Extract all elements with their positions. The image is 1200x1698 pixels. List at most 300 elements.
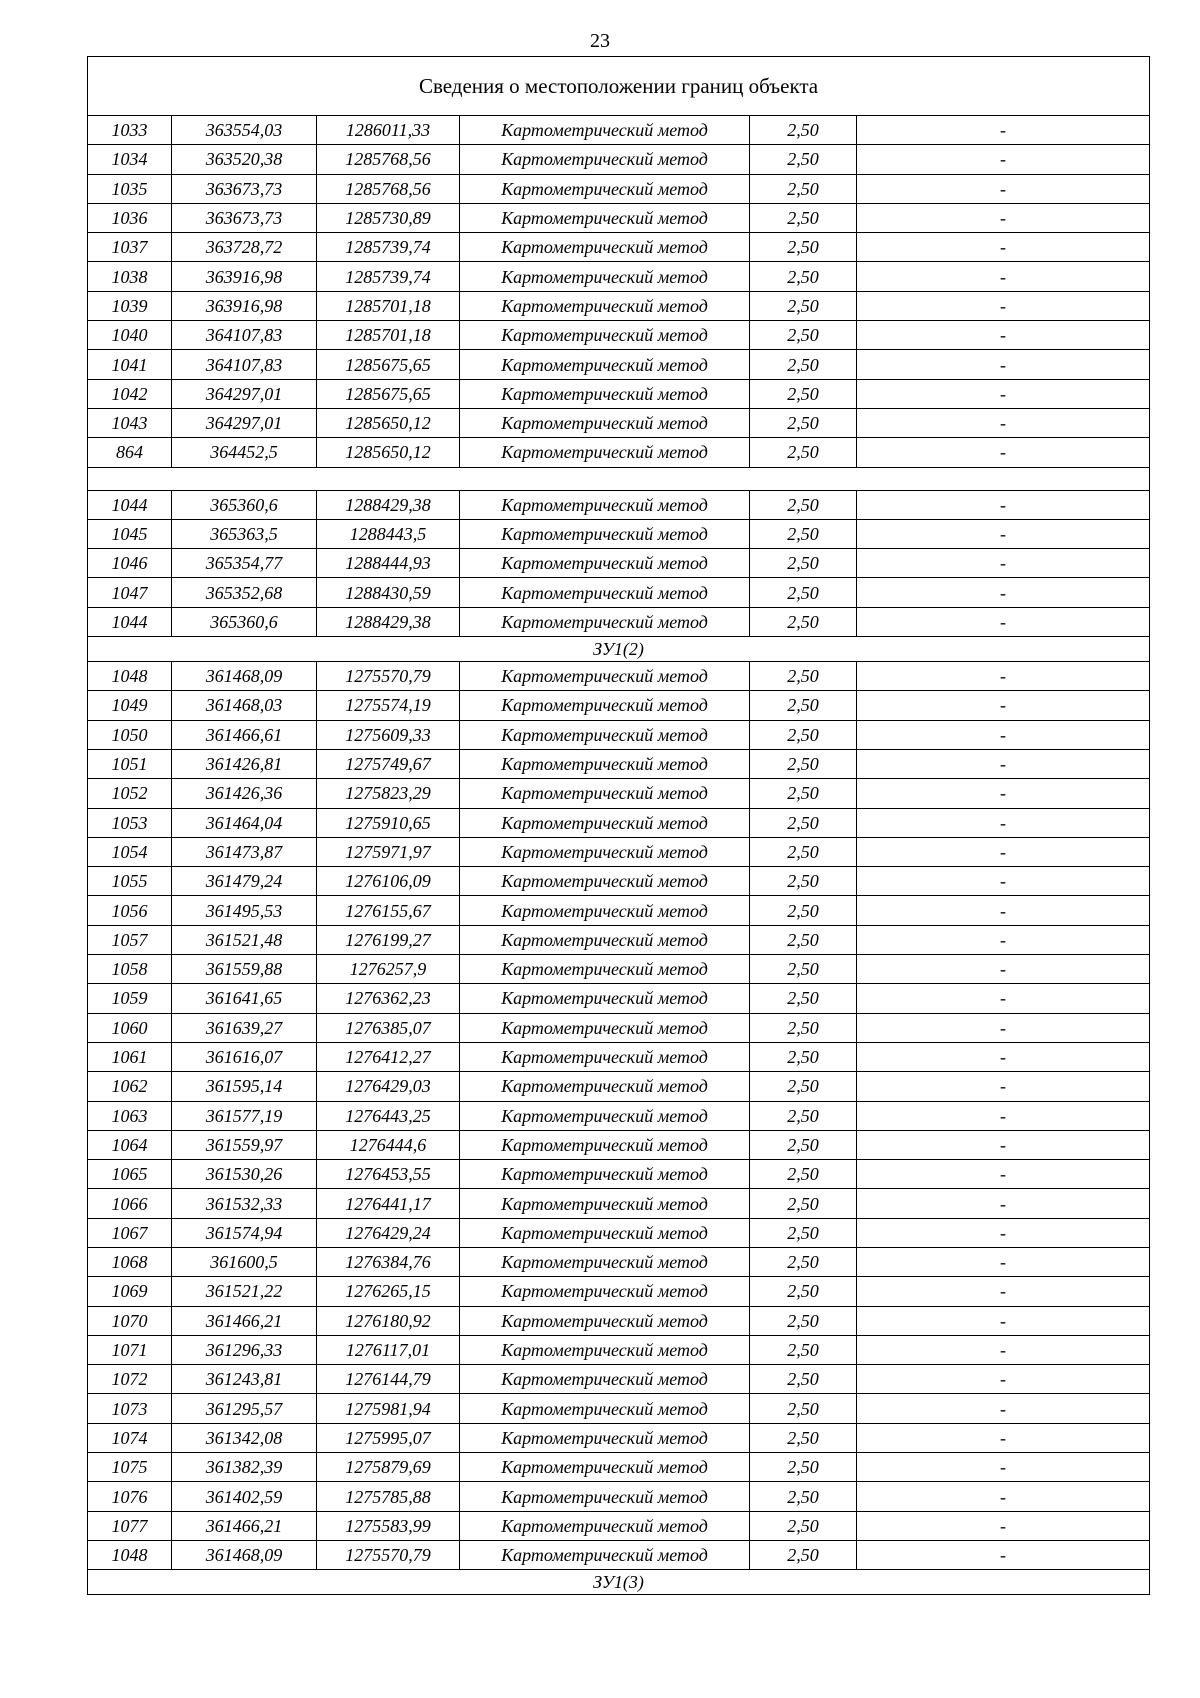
y-coordinate-cell: 1275570,79: [317, 1540, 460, 1569]
y-coordinate-cell: 1275583,99: [317, 1511, 460, 1540]
table-row: [88, 578, 1150, 607]
accuracy-cell: 2,50: [750, 662, 857, 691]
description-cell: -: [857, 691, 1150, 720]
point-number-cell: 1056: [88, 896, 172, 925]
determination-method-cell: Картометрический метод: [460, 549, 750, 578]
accuracy-cell: 2,50: [750, 321, 857, 350]
x-coordinate-cell: 361382,39: [172, 1453, 317, 1482]
y-coordinate-cell: 1275609,33: [317, 720, 460, 749]
accuracy-cell: 2,50: [750, 379, 857, 408]
point-number-cell: 1065: [88, 1160, 172, 1189]
y-coordinate-cell: 1285650,12: [317, 408, 460, 437]
accuracy-cell: 2,50: [750, 174, 857, 203]
determination-method-cell: Картометрический метод: [460, 1540, 750, 1569]
determination-method-cell: Картометрический метод: [460, 1218, 750, 1247]
point-number-cell: 1054: [88, 837, 172, 866]
y-coordinate-cell: 1285701,18: [317, 291, 460, 320]
y-coordinate-cell: 1276106,09: [317, 867, 460, 896]
table-row: [88, 291, 1150, 320]
determination-method-cell: Картометрический метод: [460, 1013, 750, 1042]
x-coordinate-cell: 365352,68: [172, 578, 317, 607]
point-number-cell: 1075: [88, 1453, 172, 1482]
x-coordinate-cell: 363520,38: [172, 145, 317, 174]
table-row: [88, 1013, 1150, 1042]
point-number-cell: 1039: [88, 291, 172, 320]
x-coordinate-cell: 361426,81: [172, 749, 317, 778]
y-coordinate-cell: 1288429,38: [317, 607, 460, 636]
table-row: [88, 1511, 1150, 1540]
description-cell: -: [857, 984, 1150, 1013]
x-coordinate-cell: 361521,22: [172, 1277, 317, 1306]
accuracy-cell: 2,50: [750, 233, 857, 262]
y-coordinate-cell: 1285739,74: [317, 233, 460, 262]
accuracy-cell: 2,50: [750, 1189, 857, 1218]
point-number-cell: 1069: [88, 1277, 172, 1306]
point-number-cell: 1042: [88, 379, 172, 408]
table-row: [88, 1423, 1150, 1452]
determination-method-cell: Картометрический метод: [460, 262, 750, 291]
point-number-cell: 1034: [88, 145, 172, 174]
determination-method-cell: Картометрический метод: [460, 1482, 750, 1511]
point-number-cell: 864: [88, 438, 172, 467]
determination-method-cell: Картометрический метод: [460, 925, 750, 954]
description-cell: -: [857, 1423, 1150, 1452]
x-coordinate-cell: 365360,6: [172, 607, 317, 636]
description-cell: -: [857, 438, 1150, 467]
y-coordinate-cell: 1276429,03: [317, 1072, 460, 1101]
table-row: [88, 1335, 1150, 1364]
point-number-cell: 1070: [88, 1306, 172, 1335]
boundary-coordinates-table: [87, 56, 1150, 1595]
x-coordinate-cell: 361342,08: [172, 1423, 317, 1452]
determination-method-cell: Картометрический метод: [460, 490, 750, 519]
section-label: ЗУ1(2): [88, 637, 1150, 662]
y-coordinate-cell: 1276265,15: [317, 1277, 460, 1306]
description-cell: -: [857, 350, 1150, 379]
determination-method-cell: Картометрический метод: [460, 291, 750, 320]
point-number-cell: 1058: [88, 955, 172, 984]
description-cell: -: [857, 1306, 1150, 1335]
x-coordinate-cell: 361559,97: [172, 1130, 317, 1159]
determination-method-cell: Картометрический метод: [460, 1247, 750, 1276]
x-coordinate-cell: 361466,61: [172, 720, 317, 749]
table-row: [88, 1365, 1150, 1394]
determination-method-cell: Картометрический метод: [460, 379, 750, 408]
table-row: [88, 1453, 1150, 1482]
determination-method-cell: Картометрический метод: [460, 607, 750, 636]
description-cell: -: [857, 925, 1150, 954]
description-cell: -: [857, 1218, 1150, 1247]
table-title-row: [88, 57, 1150, 116]
determination-method-cell: Картометрический метод: [460, 1042, 750, 1071]
y-coordinate-cell: 1276117,01: [317, 1335, 460, 1364]
description-cell: -: [857, 1540, 1150, 1569]
determination-method-cell: Картометрический метод: [460, 808, 750, 837]
y-coordinate-cell: 1275981,94: [317, 1394, 460, 1423]
description-cell: -: [857, 203, 1150, 232]
point-number-cell: 1061: [88, 1042, 172, 1071]
y-coordinate-cell: 1288429,38: [317, 490, 460, 519]
separator-row: [88, 467, 1150, 490]
description-cell: -: [857, 379, 1150, 408]
accuracy-cell: 2,50: [750, 490, 857, 519]
x-coordinate-cell: 361639,27: [172, 1013, 317, 1042]
point-number-cell: 1047: [88, 578, 172, 607]
description-cell: -: [857, 1453, 1150, 1482]
description-cell: -: [857, 233, 1150, 262]
y-coordinate-cell: 1285701,18: [317, 321, 460, 350]
y-coordinate-cell: 1286011,33: [317, 116, 460, 145]
x-coordinate-cell: 365363,5: [172, 519, 317, 548]
x-coordinate-cell: 361464,04: [172, 808, 317, 837]
determination-method-cell: Картометрический метод: [460, 1072, 750, 1101]
y-coordinate-cell: 1276453,55: [317, 1160, 460, 1189]
table-row: [88, 1072, 1150, 1101]
x-coordinate-cell: 364297,01: [172, 379, 317, 408]
determination-method-cell: Картометрический метод: [460, 691, 750, 720]
table-row: [88, 438, 1150, 467]
x-coordinate-cell: 361616,07: [172, 1042, 317, 1071]
y-coordinate-cell: 1275971,97: [317, 837, 460, 866]
x-coordinate-cell: 361641,65: [172, 984, 317, 1013]
description-cell: -: [857, 519, 1150, 548]
x-coordinate-cell: 364107,83: [172, 321, 317, 350]
y-coordinate-cell: 1288444,93: [317, 549, 460, 578]
point-number-cell: 1064: [88, 1130, 172, 1159]
table-row: [88, 896, 1150, 925]
x-coordinate-cell: 361468,09: [172, 662, 317, 691]
accuracy-cell: 2,50: [750, 808, 857, 837]
point-number-cell: 1035: [88, 174, 172, 203]
accuracy-cell: 2,50: [750, 1247, 857, 1276]
description-cell: -: [857, 291, 1150, 320]
table-title: Сведения о местоположении границ объекта: [88, 57, 1150, 116]
accuracy-cell: 2,50: [750, 837, 857, 866]
description-cell: -: [857, 896, 1150, 925]
table-row: [88, 1394, 1150, 1423]
accuracy-cell: 2,50: [750, 1160, 857, 1189]
table-row: [88, 1277, 1150, 1306]
table-row: [88, 808, 1150, 837]
accuracy-cell: 2,50: [750, 1365, 857, 1394]
accuracy-cell: 2,50: [750, 1277, 857, 1306]
description-cell: -: [857, 1072, 1150, 1101]
y-coordinate-cell: 1276443,25: [317, 1101, 460, 1130]
determination-method-cell: Картометрический метод: [460, 519, 750, 548]
point-number-cell: 1071: [88, 1335, 172, 1364]
determination-method-cell: Картометрический метод: [460, 1101, 750, 1130]
description-cell: -: [857, 808, 1150, 837]
accuracy-cell: 2,50: [750, 984, 857, 1013]
accuracy-cell: 2,50: [750, 1453, 857, 1482]
x-coordinate-cell: 361466,21: [172, 1511, 317, 1540]
x-coordinate-cell: 361296,33: [172, 1335, 317, 1364]
determination-method-cell: Картометрический метод: [460, 174, 750, 203]
point-number-cell: 1055: [88, 867, 172, 896]
determination-method-cell: Картометрический метод: [460, 1511, 750, 1540]
description-cell: -: [857, 607, 1150, 636]
x-coordinate-cell: 363673,73: [172, 203, 317, 232]
accuracy-cell: 2,50: [750, 1511, 857, 1540]
description-cell: -: [857, 578, 1150, 607]
description-cell: -: [857, 1013, 1150, 1042]
description-cell: -: [857, 262, 1150, 291]
table-row: [88, 955, 1150, 984]
description-cell: -: [857, 145, 1150, 174]
description-cell: -: [857, 1482, 1150, 1511]
point-number-cell: 1067: [88, 1218, 172, 1247]
determination-method-cell: Картометрический метод: [460, 1453, 750, 1482]
point-number-cell: 1038: [88, 262, 172, 291]
description-cell: -: [857, 321, 1150, 350]
accuracy-cell: 2,50: [750, 350, 857, 379]
determination-method-cell: Картометрический метод: [460, 867, 750, 896]
accuracy-cell: 2,50: [750, 408, 857, 437]
table-row: [88, 549, 1150, 578]
y-coordinate-cell: 1288443,5: [317, 519, 460, 548]
accuracy-cell: 2,50: [750, 519, 857, 548]
determination-method-cell: Картометрический метод: [460, 233, 750, 262]
accuracy-cell: 2,50: [750, 1394, 857, 1423]
accuracy-cell: 2,50: [750, 925, 857, 954]
description-cell: -: [857, 720, 1150, 749]
accuracy-cell: 2,50: [750, 1042, 857, 1071]
determination-method-cell: Картометрический метод: [460, 438, 750, 467]
description-cell: -: [857, 1042, 1150, 1071]
y-coordinate-cell: 1275823,29: [317, 779, 460, 808]
point-number-cell: 1052: [88, 779, 172, 808]
x-coordinate-cell: 363916,98: [172, 291, 317, 320]
point-number-cell: 1040: [88, 321, 172, 350]
table-row: [88, 749, 1150, 778]
y-coordinate-cell: 1285739,74: [317, 262, 460, 291]
description-cell: -: [857, 1160, 1150, 1189]
point-number-cell: 1041: [88, 350, 172, 379]
determination-method-cell: Картометрический метод: [460, 1277, 750, 1306]
x-coordinate-cell: 364297,01: [172, 408, 317, 437]
determination-method-cell: Картометрический метод: [460, 984, 750, 1013]
description-cell: -: [857, 1365, 1150, 1394]
description-cell: -: [857, 549, 1150, 578]
x-coordinate-cell: 361521,48: [172, 925, 317, 954]
determination-method-cell: Картометрический метод: [460, 1423, 750, 1452]
table-row: [88, 779, 1150, 808]
determination-method-cell: Картометрический метод: [460, 896, 750, 925]
description-cell: -: [857, 490, 1150, 519]
table-row: [88, 1042, 1150, 1071]
determination-method-cell: Картометрический метод: [460, 350, 750, 379]
accuracy-cell: 2,50: [750, 779, 857, 808]
y-coordinate-cell: 1276441,17: [317, 1189, 460, 1218]
description-cell: -: [857, 1511, 1150, 1540]
y-coordinate-cell: 1276155,67: [317, 896, 460, 925]
section-header-row: [88, 1570, 1150, 1595]
x-coordinate-cell: 365354,77: [172, 549, 317, 578]
y-coordinate-cell: 1285730,89: [317, 203, 460, 232]
y-coordinate-cell: 1276144,79: [317, 1365, 460, 1394]
table-row: [88, 607, 1150, 636]
point-number-cell: 1049: [88, 691, 172, 720]
y-coordinate-cell: 1276429,24: [317, 1218, 460, 1247]
x-coordinate-cell: 361577,19: [172, 1101, 317, 1130]
point-number-cell: 1062: [88, 1072, 172, 1101]
y-coordinate-cell: 1275995,07: [317, 1423, 460, 1452]
x-coordinate-cell: 364452,5: [172, 438, 317, 467]
point-number-cell: 1066: [88, 1189, 172, 1218]
determination-method-cell: Картометрический метод: [460, 749, 750, 778]
accuracy-cell: 2,50: [750, 1335, 857, 1364]
x-coordinate-cell: 361495,53: [172, 896, 317, 925]
table-row: [88, 408, 1150, 437]
description-cell: -: [857, 116, 1150, 145]
x-coordinate-cell: 361468,09: [172, 1540, 317, 1569]
accuracy-cell: 2,50: [750, 896, 857, 925]
x-coordinate-cell: 361559,88: [172, 955, 317, 984]
determination-method-cell: Картометрический метод: [460, 720, 750, 749]
determination-method-cell: Картометрический метод: [460, 145, 750, 174]
accuracy-cell: 2,50: [750, 1130, 857, 1159]
point-number-cell: 1048: [88, 662, 172, 691]
determination-method-cell: Картометрический метод: [460, 1130, 750, 1159]
table-row: [88, 691, 1150, 720]
point-number-cell: 1060: [88, 1013, 172, 1042]
x-coordinate-cell: 363916,98: [172, 262, 317, 291]
table-row: [88, 116, 1150, 145]
table-row: [88, 837, 1150, 866]
accuracy-cell: 2,50: [750, 291, 857, 320]
point-number-cell: 1053: [88, 808, 172, 837]
accuracy-cell: 2,50: [750, 955, 857, 984]
accuracy-cell: 2,50: [750, 438, 857, 467]
table-row: [88, 1189, 1150, 1218]
table-row: [88, 662, 1150, 691]
determination-method-cell: Картометрический метод: [460, 408, 750, 437]
description-cell: -: [857, 955, 1150, 984]
accuracy-cell: 2,50: [750, 867, 857, 896]
point-number-cell: 1050: [88, 720, 172, 749]
accuracy-cell: 2,50: [750, 1101, 857, 1130]
determination-method-cell: Картометрический метод: [460, 116, 750, 145]
x-coordinate-cell: 363673,73: [172, 174, 317, 203]
description-cell: -: [857, 1130, 1150, 1159]
table-row: [88, 379, 1150, 408]
point-number-cell: 1063: [88, 1101, 172, 1130]
x-coordinate-cell: 365360,6: [172, 490, 317, 519]
accuracy-cell: 2,50: [750, 1423, 857, 1452]
table-row: [88, 925, 1150, 954]
y-coordinate-cell: 1276444,6: [317, 1130, 460, 1159]
table-row: [88, 1247, 1150, 1276]
y-coordinate-cell: 1276180,92: [317, 1306, 460, 1335]
accuracy-cell: 2,50: [750, 749, 857, 778]
determination-method-cell: Картометрический метод: [460, 955, 750, 984]
point-number-cell: 1074: [88, 1423, 172, 1452]
accuracy-cell: 2,50: [750, 1013, 857, 1042]
accuracy-cell: 2,50: [750, 116, 857, 145]
accuracy-cell: 2,50: [750, 549, 857, 578]
determination-method-cell: Картометрический метод: [460, 1394, 750, 1423]
determination-method-cell: Картометрический метод: [460, 1306, 750, 1335]
x-coordinate-cell: 363554,03: [172, 116, 317, 145]
determination-method-cell: Картометрический метод: [460, 1160, 750, 1189]
y-coordinate-cell: 1276362,23: [317, 984, 460, 1013]
accuracy-cell: 2,50: [750, 691, 857, 720]
description-cell: -: [857, 1247, 1150, 1276]
table-row: [88, 867, 1150, 896]
y-coordinate-cell: 1275574,19: [317, 691, 460, 720]
description-cell: -: [857, 837, 1150, 866]
description-cell: -: [857, 749, 1150, 778]
y-coordinate-cell: 1276384,76: [317, 1247, 460, 1276]
point-number-cell: 1076: [88, 1482, 172, 1511]
point-number-cell: 1043: [88, 408, 172, 437]
description-cell: -: [857, 867, 1150, 896]
determination-method-cell: Картометрический метод: [460, 662, 750, 691]
y-coordinate-cell: 1285768,56: [317, 174, 460, 203]
y-coordinate-cell: 1285768,56: [317, 145, 460, 174]
x-coordinate-cell: 363728,72: [172, 233, 317, 262]
table-row: [88, 233, 1150, 262]
x-coordinate-cell: 361574,94: [172, 1218, 317, 1247]
table-row: [88, 1482, 1150, 1511]
table-row: [88, 1101, 1150, 1130]
x-coordinate-cell: 361595,14: [172, 1072, 317, 1101]
determination-method-cell: Картометрический метод: [460, 779, 750, 808]
table-row: [88, 720, 1150, 749]
y-coordinate-cell: 1276257,9: [317, 955, 460, 984]
table-row: [88, 174, 1150, 203]
y-coordinate-cell: 1288430,59: [317, 578, 460, 607]
accuracy-cell: 2,50: [750, 262, 857, 291]
page-number: 23: [590, 30, 610, 52]
determination-method-cell: Картометрический метод: [460, 1335, 750, 1364]
determination-method-cell: Картометрический метод: [460, 578, 750, 607]
y-coordinate-cell: 1276385,07: [317, 1013, 460, 1042]
point-number-cell: 1072: [88, 1365, 172, 1394]
x-coordinate-cell: 361468,03: [172, 691, 317, 720]
y-coordinate-cell: 1285675,65: [317, 350, 460, 379]
x-coordinate-cell: 361402,59: [172, 1482, 317, 1511]
point-number-cell: 1044: [88, 490, 172, 519]
accuracy-cell: 2,50: [750, 1306, 857, 1335]
point-number-cell: 1044: [88, 607, 172, 636]
y-coordinate-cell: 1275570,79: [317, 662, 460, 691]
point-number-cell: 1048: [88, 1540, 172, 1569]
table-row: [88, 262, 1150, 291]
determination-method-cell: Картометрический метод: [460, 837, 750, 866]
description-cell: -: [857, 1335, 1150, 1364]
point-number-cell: 1036: [88, 203, 172, 232]
table-row: [88, 1306, 1150, 1335]
y-coordinate-cell: 1275785,88: [317, 1482, 460, 1511]
table-row: [88, 1540, 1150, 1569]
x-coordinate-cell: 361295,57: [172, 1394, 317, 1423]
accuracy-cell: 2,50: [750, 1482, 857, 1511]
point-number-cell: 1045: [88, 519, 172, 548]
y-coordinate-cell: 1285675,65: [317, 379, 460, 408]
description-cell: -: [857, 408, 1150, 437]
y-coordinate-cell: 1276199,27: [317, 925, 460, 954]
x-coordinate-cell: 364107,83: [172, 350, 317, 379]
x-coordinate-cell: 361532,33: [172, 1189, 317, 1218]
x-coordinate-cell: 361479,24: [172, 867, 317, 896]
x-coordinate-cell: 361243,81: [172, 1365, 317, 1394]
determination-method-cell: Картометрический метод: [460, 203, 750, 232]
table-row: [88, 490, 1150, 519]
section-label: ЗУ1(3): [88, 1570, 1150, 1595]
x-coordinate-cell: 361466,21: [172, 1306, 317, 1335]
table-row: [88, 350, 1150, 379]
